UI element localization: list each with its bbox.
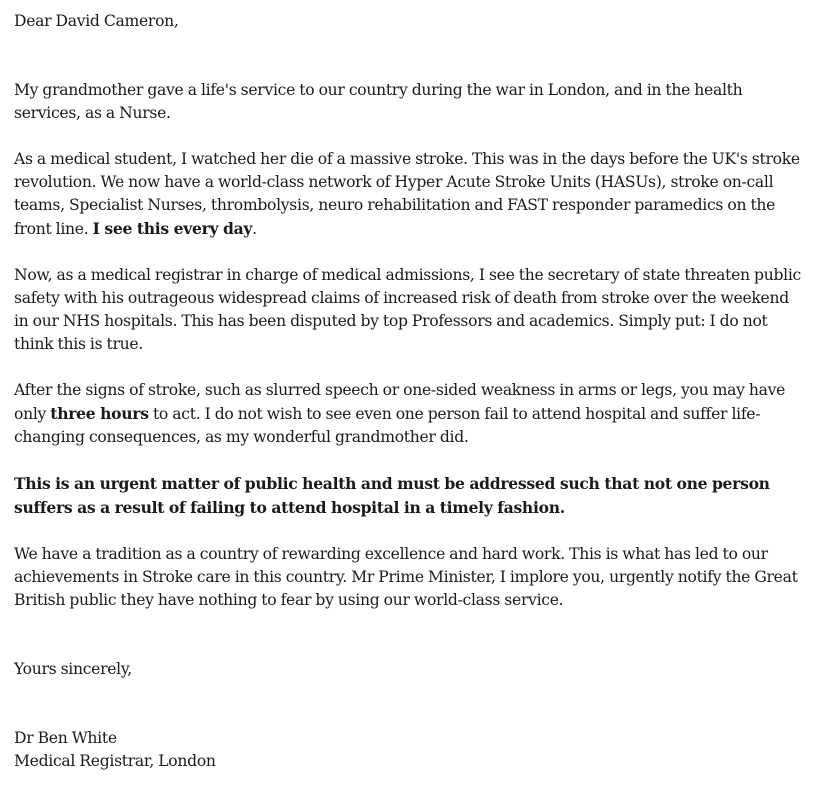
emphasis-text: This is an urgent matter of public health and must be addressed such that not one person suffers as a result of failing to attend hospital in a timely fashion.: [14, 474, 770, 517]
spacer: [14, 125, 804, 148]
emphasis-text: I see this every day: [92, 219, 253, 238]
paragraph-registrar-concern: Now, as a medical registrar in charge of medical admissions, I see the secretary of state threaten public safety with his outrageous widespread claims of increased risk of death from stroke over the weekend in our NHS hospitals. This has been disputed by top Professors and academics. Simply put: I do not think this is true.: [14, 266, 801, 353]
paragraph-text: .: [252, 220, 257, 238]
spacer: [14, 520, 804, 543]
paragraph-grandmother-service: My grandmother gave a life's service to our country during the war in London, and in the health services, as a Nurse.: [14, 81, 743, 122]
paragraph-tradition: We have a tradition as a country of rewarding excellence and hard work. This is what has led to our achievements in Stroke care in this country. Mr Prime Minister, I implore you, urgently notify the Great British public they have nothing to fear by using our world-class service.: [14, 545, 798, 609]
closing: Yours sincerely,: [14, 660, 132, 678]
spacer: [14, 612, 804, 658]
signature-name: Dr Ben White: [14, 729, 117, 747]
spacer: [14, 356, 804, 379]
signature-title: Medical Registrar, London: [14, 752, 216, 770]
emphasis-text: three hours: [50, 404, 149, 423]
paragraph-text: As a medical student, I watched her die of a massive stroke. This was in the days before the UK's stroke revolution. We now have a world-class network of Hyper Acute Stroke Units (HASUs), stroke on-call teams, Specialist Nurses, thrombolysis, neuro rehabilitation and FAST responder paramedics on the front line.: [14, 150, 800, 238]
spacer: [14, 681, 804, 727]
spacer: [14, 33, 804, 79]
paragraph-urgent-matter: [14, 472, 804, 520]
spacer: [14, 449, 804, 472]
paragraph-text: to act. I do not wish to see even one person fail to attend hospital and suffer life-changing consequences, as my wonderful grandmother did.: [14, 405, 761, 446]
paragraph-stroke-revolution: [14, 148, 804, 241]
spacer: [14, 241, 804, 264]
salutation: Dear David Cameron,: [14, 12, 179, 30]
paragraph-signs-of-stroke: [14, 379, 804, 449]
letter-body: [14, 10, 804, 773]
paragraph-text: After the signs of stroke, such as slurred speech or one-sided weakness in arms or legs, you may have only: [14, 381, 786, 423]
